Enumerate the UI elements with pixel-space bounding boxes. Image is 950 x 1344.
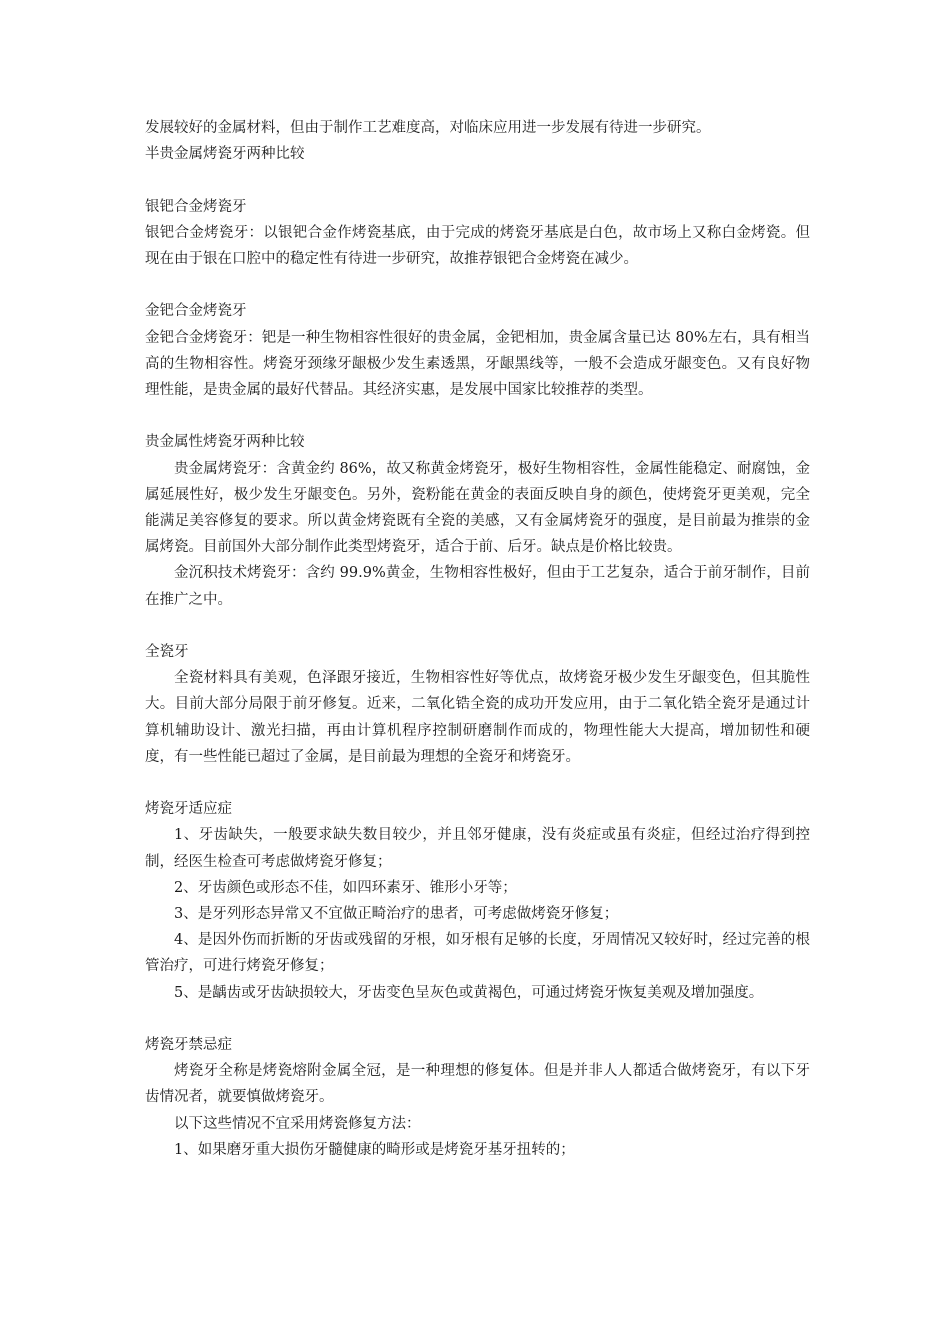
list-item-indication: 4、是因外伤而折断的牙齿或残留的牙根，如牙根有足够的长度，牙周情况又较好时，经过完善的根管治疗，可进行烤瓷牙修复； xyxy=(145,932,810,975)
section-heading-precious-metal: 贵金属性烤瓷牙两种比较 xyxy=(145,434,305,451)
list-item-contraindication: 1、如果磨牙重大损伤牙髓健康的畸形或是烤瓷牙基牙扭转的； xyxy=(174,1141,575,1158)
spacer xyxy=(145,1006,810,1032)
spacer xyxy=(145,167,810,193)
list-item-indication: 3、是牙列形态异常又不宜做正畸治疗的患者，可考虑做烤瓷牙修复； xyxy=(174,906,619,923)
spacer xyxy=(145,770,810,796)
paragraph-gold-palladium: 金钯合金烤瓷牙：钯是一种生物相容性很好的贵金属，金钯相加，贵金属含量已达 80%左右，具有相当高的生物相容性。烤瓷牙颈缘牙龈极少发生素透黑，牙龈黑线等，一般不会造成牙龈变色。又有良好物理性能，是贵金属的最好代替品。其经济实惠，是发展中国家比较推荐的类型。 xyxy=(145,329,810,398)
section-heading-silver-palladium: 银钯合金烤瓷牙 xyxy=(145,198,247,215)
section-heading-semi-precious: 半贵金属烤瓷牙两种比较 xyxy=(145,146,305,163)
section-heading-indications: 烤瓷牙适应症 xyxy=(145,801,232,818)
paragraph-precious-metal-2: 金沉积技术烤瓷牙：含约 99.9%黄金，生物相容性极好，但由于工艺复杂，适合于前牙制作，目前在推广之中。 xyxy=(145,565,810,608)
list-item-indication: 2、牙齿颜色或形态不佳，如四环素牙、锥形小牙等； xyxy=(174,879,517,896)
section-heading-contraindications: 烤瓷牙禁忌症 xyxy=(145,1037,232,1054)
intro-line: 发展较好的金属材料，但由于制作工艺难度高，对临床应用进一步发展有待进一步研究。 xyxy=(145,120,711,136)
spacer xyxy=(145,613,810,639)
spacer xyxy=(145,272,810,298)
spacer xyxy=(145,403,810,429)
list-item-indication: 1、牙齿缺失，一般要求缺失数目较少，并且邻牙健康，没有炎症或虽有炎症，但经过治疗得到控制，经医生检查可考虑做烤瓷牙修复； xyxy=(145,827,810,870)
list-item-indication: 5、是龋齿或牙齿缺损较大，牙齿变色呈灰色或黄褐色，可通过烤瓷牙恢复美观及增加强度。 xyxy=(174,984,764,1001)
section-heading-all-ceramic: 全瓷牙 xyxy=(145,644,189,660)
document-page xyxy=(145,115,810,1163)
section-heading-gold-palladium: 金钯合金烤瓷牙 xyxy=(145,303,247,320)
paragraph-contraindications-2: 以下这些情况不宜采用烤瓷修复方法： xyxy=(174,1115,421,1132)
paragraph-precious-metal-1: 贵金属烤瓷牙：含黄金约 86%，故又称黄金烤瓷牙，极好生物相容性，金属性能稳定、耐腐蚀，金属延展性好，极少发生牙龈变色。另外，瓷粉能在黄金的表面反映自身的颜色，使烤瓷牙更美观，完全能满足美容修复的要求。所以黄金烤瓷既有全瓷的美感，又有金属烤瓷牙的强度，是目前最为推崇的金属烤瓷。目前国外大部分制作此类型烤瓷牙，适合于前、后牙。缺点是价格比较贵。 xyxy=(145,460,810,556)
paragraph-silver-palladium: 银钯合金烤瓷牙：以银钯合金作烤瓷基底，由于完成的烤瓷牙基底是白色，故市场上又称白金烤瓷。但现在由于银在口腔中的稳定性有待进一步研究，故推荐银钯合金烤瓷在减少。 xyxy=(145,224,810,267)
paragraph-all-ceramic: 全瓷材料具有美观，色泽跟牙接近，生物相容性好等优点，故烤瓷牙极少发生牙龈变色，但其脆性大。目前大部分局限于前牙修复。近来，二氧化锆全瓷的成功开发应用，由于二氧化锆全瓷牙是通过计算机辅助设计、激光扫描，再由计算机程序控制研磨制作而成的，物理性能大大提高，增加韧性和硬度，有一些性能已超过了金属，是目前最为理想的全瓷牙和烤瓷牙。 xyxy=(145,670,810,765)
paragraph-contraindications-1: 烤瓷牙全称是烤瓷熔附金属全冠，是一种理想的修复体。但是并非人人都适合做烤瓷牙，有以下牙齿情况者，就要慎做烤瓷牙。 xyxy=(145,1063,810,1106)
